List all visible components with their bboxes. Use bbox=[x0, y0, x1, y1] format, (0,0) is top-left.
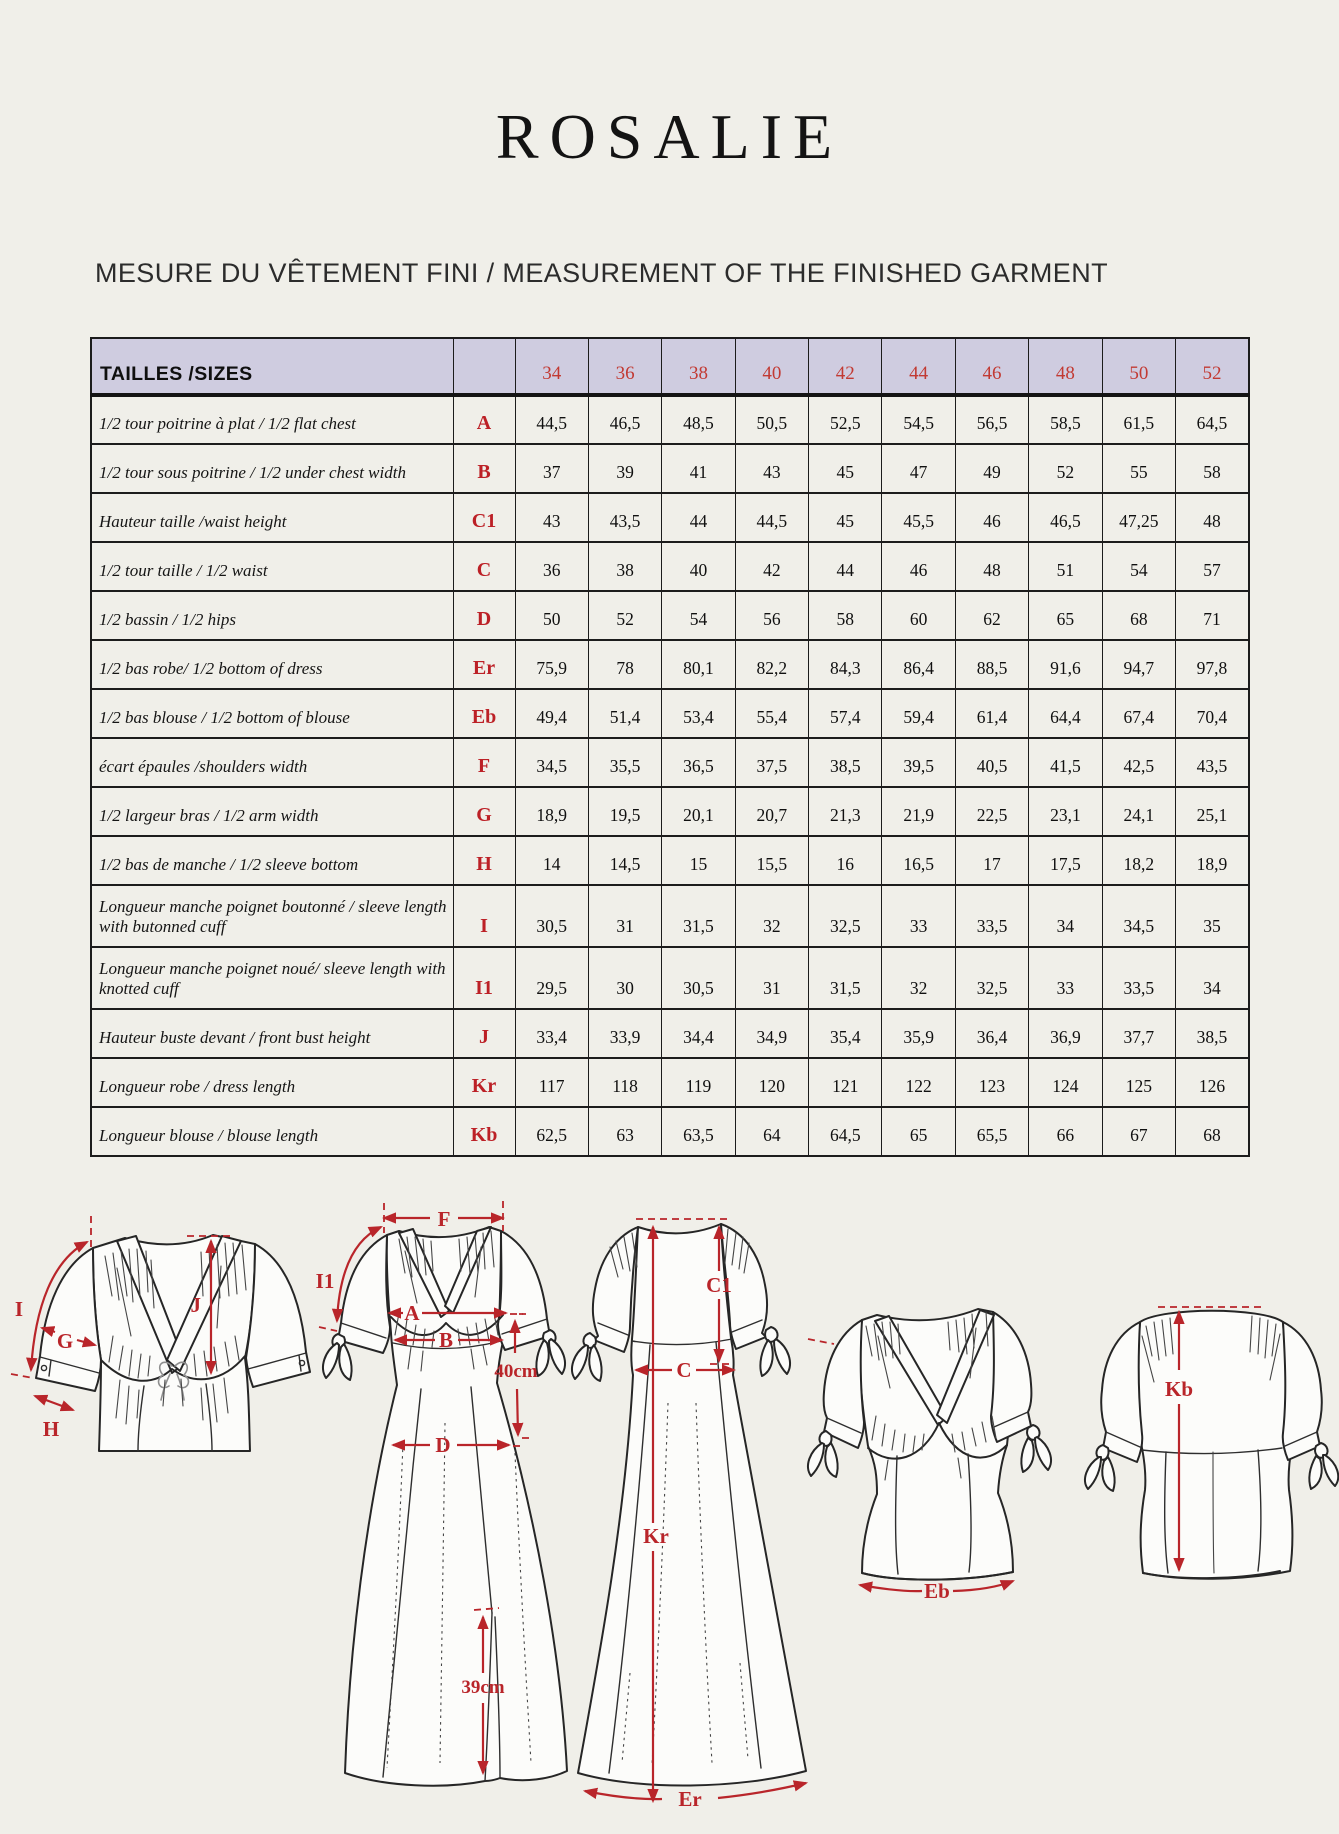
measurement-value: 34 bbox=[1176, 947, 1249, 1009]
measurement-value: 57 bbox=[1176, 542, 1249, 591]
measurement-value: 39 bbox=[588, 444, 661, 493]
measurement-value: 33,5 bbox=[955, 885, 1028, 947]
measurement-value: 57,4 bbox=[809, 689, 882, 738]
measurement-value: 62,5 bbox=[515, 1107, 588, 1156]
measurement-value: 65 bbox=[1029, 591, 1102, 640]
measurement-value: 123 bbox=[955, 1058, 1028, 1107]
measurement-value: 91,6 bbox=[1029, 640, 1102, 689]
measurement-value: 18,9 bbox=[1176, 836, 1249, 885]
measurement-value: 37 bbox=[515, 444, 588, 493]
measurement-row bbox=[91, 885, 1249, 947]
measurement-value: 63 bbox=[588, 1107, 661, 1156]
measurement-value: 20,7 bbox=[735, 787, 808, 836]
measurement-value: 34,5 bbox=[1102, 885, 1175, 947]
measurement-value: 32 bbox=[735, 885, 808, 947]
measurement-value: 36,5 bbox=[662, 738, 735, 787]
measurement-value: 117 bbox=[515, 1058, 588, 1107]
measurement-value: 51,4 bbox=[588, 689, 661, 738]
measurement-code: G bbox=[453, 787, 515, 836]
measurement-value: 63,5 bbox=[662, 1107, 735, 1156]
measurement-row bbox=[91, 836, 1249, 885]
measurement-value: 54 bbox=[1102, 542, 1175, 591]
measurement-value: 61,4 bbox=[955, 689, 1028, 738]
dim-label-B: B bbox=[438, 1328, 454, 1352]
measurement-value: 29,5 bbox=[515, 947, 588, 1009]
measurement-value: 122 bbox=[882, 1058, 955, 1107]
measurement-value: 64,5 bbox=[809, 1107, 882, 1156]
measurement-row bbox=[91, 493, 1249, 542]
measurement-value: 21,9 bbox=[882, 787, 955, 836]
dim-label-I1: I1 bbox=[315, 1269, 335, 1293]
measurement-row bbox=[91, 1107, 1249, 1156]
measurement-value: 47 bbox=[882, 444, 955, 493]
measurement-value: 31 bbox=[735, 947, 808, 1009]
measurement-row bbox=[91, 640, 1249, 689]
measurement-value: 80,1 bbox=[662, 640, 735, 689]
measurement-value: 44,5 bbox=[735, 493, 808, 542]
size-column-header: 36 bbox=[588, 338, 661, 395]
measurement-code: C bbox=[453, 542, 515, 591]
measurement-value: 31 bbox=[588, 885, 661, 947]
measurement-code: Eb bbox=[453, 689, 515, 738]
measurement-value: 64,4 bbox=[1029, 689, 1102, 738]
measurement-label: 1/2 largeur bras / 1/2 arm width bbox=[91, 787, 453, 836]
measurement-value: 50,5 bbox=[735, 395, 808, 444]
measurement-value: 60 bbox=[882, 591, 955, 640]
measurement-value: 41 bbox=[662, 444, 735, 493]
measurement-value: 24,1 bbox=[1102, 787, 1175, 836]
measurement-value: 43,5 bbox=[1176, 738, 1249, 787]
measurement-code: Kr bbox=[453, 1058, 515, 1107]
measurement-value: 39,5 bbox=[882, 738, 955, 787]
measurement-value: 34,9 bbox=[735, 1009, 808, 1058]
measurement-value: 32,5 bbox=[809, 885, 882, 947]
dim-label-D: D bbox=[435, 1433, 451, 1457]
measurement-value: 17,5 bbox=[1029, 836, 1102, 885]
size-column-header: 50 bbox=[1102, 338, 1175, 395]
measurement-row bbox=[91, 444, 1249, 493]
measurement-value: 36 bbox=[515, 542, 588, 591]
measurement-row bbox=[91, 395, 1249, 444]
measurement-value: 30,5 bbox=[662, 947, 735, 1009]
garment-lineart bbox=[572, 1224, 806, 1786]
measurement-value: 16 bbox=[809, 836, 882, 885]
measurement-value: 44 bbox=[809, 542, 882, 591]
page-subtitle: MESURE DU VÊTEMENT FINI / MEASUREMENT OF THE FINISHED GARMENT bbox=[95, 258, 1108, 288]
measurement-value: 84,3 bbox=[809, 640, 882, 689]
measurement-value: 19,5 bbox=[588, 787, 661, 836]
measurement-value: 126 bbox=[1176, 1058, 1249, 1107]
measurement-value: 97,8 bbox=[1176, 640, 1249, 689]
measurement-value: 42 bbox=[735, 542, 808, 591]
measurement-label: Longueur robe / dress length bbox=[91, 1058, 453, 1107]
measurement-value: 52,5 bbox=[809, 395, 882, 444]
measurement-row bbox=[91, 1009, 1249, 1058]
measurement-value: 58 bbox=[809, 591, 882, 640]
measurement-value: 67 bbox=[1102, 1107, 1175, 1156]
measurement-value: 62 bbox=[955, 591, 1028, 640]
dim-label-Kr: Kr bbox=[643, 1524, 669, 1548]
measurement-code: D bbox=[453, 591, 515, 640]
measurement-code: I1 bbox=[453, 947, 515, 1009]
measurement-value: 22,5 bbox=[955, 787, 1028, 836]
measurement-label: Longueur manche poignet noué/ sleeve length with knotted cuff bbox=[91, 947, 453, 1009]
measurement-value: 45 bbox=[809, 444, 882, 493]
measurement-row bbox=[91, 591, 1249, 640]
measurement-value: 21,3 bbox=[809, 787, 882, 836]
measurement-value: 14,5 bbox=[588, 836, 661, 885]
measurement-value: 30 bbox=[588, 947, 661, 1009]
measurement-value: 56,5 bbox=[955, 395, 1028, 444]
measurement-value: 38 bbox=[588, 542, 661, 591]
measurement-row bbox=[91, 542, 1249, 591]
measurement-value: 45,5 bbox=[882, 493, 955, 542]
measurement-code: B bbox=[453, 444, 515, 493]
measurement-value: 36,4 bbox=[955, 1009, 1028, 1058]
garment-lineart bbox=[36, 1235, 310, 1451]
page-title: ROSALIE bbox=[495, 101, 844, 172]
measurement-value: 14 bbox=[515, 836, 588, 885]
measurement-value: 65 bbox=[882, 1107, 955, 1156]
measurement-value: 33,9 bbox=[588, 1009, 661, 1058]
size-column-header: 42 bbox=[809, 338, 882, 395]
measurement-value: 42,5 bbox=[1102, 738, 1175, 787]
measurement-value: 51 bbox=[1029, 542, 1102, 591]
size-column-header: 34 bbox=[515, 338, 588, 395]
measurement-code: C1 bbox=[453, 493, 515, 542]
measurement-value: 48 bbox=[1176, 493, 1249, 542]
measurement-value: 35,9 bbox=[882, 1009, 955, 1058]
size-column-header: 46 bbox=[955, 338, 1028, 395]
measurement-value: 54,5 bbox=[882, 395, 955, 444]
measurement-value: 30,5 bbox=[515, 885, 588, 947]
measurement-value: 34 bbox=[1029, 885, 1102, 947]
dim-label-C: C bbox=[676, 1358, 692, 1382]
measurement-value: 37,5 bbox=[735, 738, 808, 787]
measurement-label: 1/2 tour sous poitrine / 1/2 under chest width bbox=[91, 444, 453, 493]
dim-label-C1: C1 bbox=[706, 1273, 732, 1297]
measurement-value: 68 bbox=[1102, 591, 1175, 640]
measurement-value: 67,4 bbox=[1102, 689, 1175, 738]
measurement-label: 1/2 bas blouse / 1/2 bottom of blouse bbox=[91, 689, 453, 738]
measurement-value: 49 bbox=[955, 444, 1028, 493]
measurement-value: 31,5 bbox=[809, 947, 882, 1009]
measurement-value: 46,5 bbox=[1029, 493, 1102, 542]
dim-label-G: G bbox=[56, 1329, 74, 1353]
measurement-value: 78 bbox=[588, 640, 661, 689]
measurement-value: 121 bbox=[809, 1058, 882, 1107]
measurement-value: 82,2 bbox=[735, 640, 808, 689]
measurement-code: Er bbox=[453, 640, 515, 689]
measurement-value: 45 bbox=[809, 493, 882, 542]
measurement-value: 124 bbox=[1029, 1058, 1102, 1107]
measurement-value: 38,5 bbox=[809, 738, 882, 787]
size-column-header: 44 bbox=[882, 338, 955, 395]
measurement-value: 31,5 bbox=[662, 885, 735, 947]
measurement-value: 52 bbox=[588, 591, 661, 640]
measurement-value: 35,5 bbox=[588, 738, 661, 787]
measurement-value: 48,5 bbox=[662, 395, 735, 444]
dim-label-Kb: Kb bbox=[1164, 1377, 1194, 1401]
measurement-label: 1/2 tour poitrine à plat / 1/2 flat chest bbox=[91, 395, 453, 444]
size-column-header: 38 bbox=[662, 338, 735, 395]
table-header-row bbox=[91, 338, 1249, 395]
measurement-value: 52 bbox=[1029, 444, 1102, 493]
measurement-value: 15,5 bbox=[735, 836, 808, 885]
measurement-value: 40 bbox=[662, 542, 735, 591]
measurement-value: 125 bbox=[1102, 1058, 1175, 1107]
measurement-value: 40,5 bbox=[955, 738, 1028, 787]
measurement-value: 46 bbox=[882, 542, 955, 591]
measurement-value: 71 bbox=[1176, 591, 1249, 640]
measurement-value: 46 bbox=[955, 493, 1028, 542]
measurement-value: 34,4 bbox=[662, 1009, 735, 1058]
measurement-value: 18,9 bbox=[515, 787, 588, 836]
measurement-label: écart épaules /shoulders width bbox=[91, 738, 453, 787]
figure-blouse-front bbox=[800, 1292, 1080, 1607]
dim-label-A: A bbox=[404, 1301, 420, 1325]
garment-lineart bbox=[808, 1309, 1051, 1580]
measurement-value: 94,7 bbox=[1102, 640, 1175, 689]
measurement-value: 16,5 bbox=[882, 836, 955, 885]
measurement-value: 44,5 bbox=[515, 395, 588, 444]
measurement-value: 17 bbox=[955, 836, 1028, 885]
size-column-header: 48 bbox=[1029, 338, 1102, 395]
measurement-value: 64,5 bbox=[1176, 395, 1249, 444]
measurement-value: 15 bbox=[662, 836, 735, 885]
measurement-row bbox=[91, 689, 1249, 738]
table-body bbox=[91, 395, 1249, 1156]
measurement-label: Longueur manche poignet boutonné / sleeve length with butonned cuff bbox=[91, 885, 453, 947]
measurement-row bbox=[91, 787, 1249, 836]
measurement-label: 1/2 bas de manche / 1/2 sleeve bottom bbox=[91, 836, 453, 885]
measurement-row bbox=[91, 738, 1249, 787]
measurement-value: 66 bbox=[1029, 1107, 1102, 1156]
measurement-value: 70,4 bbox=[1176, 689, 1249, 738]
measurement-value: 41,5 bbox=[1029, 738, 1102, 787]
measurement-value: 32 bbox=[882, 947, 955, 1009]
measurement-value: 36,9 bbox=[1029, 1009, 1102, 1058]
measurement-value: 43 bbox=[735, 444, 808, 493]
measurement-label: 1/2 bassin / 1/2 hips bbox=[91, 591, 453, 640]
measurement-label: 1/2 tour taille / 1/2 waist bbox=[91, 542, 453, 591]
measurement-value: 61,5 bbox=[1102, 395, 1175, 444]
measurement-value: 119 bbox=[662, 1058, 735, 1107]
measurement-value: 58,5 bbox=[1029, 395, 1102, 444]
measurement-code: Kb bbox=[453, 1107, 515, 1156]
dim-label-40cm: 40cm bbox=[494, 1361, 538, 1382]
measurement-value: 34,5 bbox=[515, 738, 588, 787]
measurement-value: 120 bbox=[735, 1058, 808, 1107]
sizes-header-label: TAILLES /SIZES bbox=[91, 338, 453, 395]
measurement-value: 35,4 bbox=[809, 1009, 882, 1058]
measurement-value: 55,4 bbox=[735, 689, 808, 738]
measurement-value: 118 bbox=[588, 1058, 661, 1107]
dim-label-H: H bbox=[42, 1417, 60, 1441]
measurement-value: 32,5 bbox=[955, 947, 1028, 1009]
measurement-table bbox=[90, 337, 1250, 1157]
measurement-label: 1/2 bas robe/ 1/2 bottom of dress bbox=[91, 640, 453, 689]
measurement-code: J bbox=[453, 1009, 515, 1058]
measurement-value: 50 bbox=[515, 591, 588, 640]
dim-label-Er: Er bbox=[678, 1787, 702, 1811]
measurement-value: 33 bbox=[1029, 947, 1102, 1009]
measurement-label: Hauteur buste devant / front bust height bbox=[91, 1009, 453, 1058]
measurement-value: 55 bbox=[1102, 444, 1175, 493]
measurement-value: 65,5 bbox=[955, 1107, 1028, 1156]
measurement-value: 33,4 bbox=[515, 1009, 588, 1058]
measurement-value: 43,5 bbox=[588, 493, 661, 542]
measurement-value: 56 bbox=[735, 591, 808, 640]
measurement-value: 88,5 bbox=[955, 640, 1028, 689]
measurement-value: 48 bbox=[955, 542, 1028, 591]
measurement-value: 49,4 bbox=[515, 689, 588, 738]
garment-lineart bbox=[1085, 1311, 1338, 1579]
measurement-value: 35 bbox=[1176, 885, 1249, 947]
measurement-value: 33,5 bbox=[1102, 947, 1175, 1009]
figure-blouse-front-cropped bbox=[5, 1208, 335, 1453]
measurement-code: F bbox=[453, 738, 515, 787]
measurement-value: 54 bbox=[662, 591, 735, 640]
measurement-row bbox=[91, 1058, 1249, 1107]
measurement-value: 64 bbox=[735, 1107, 808, 1156]
dim-label-F: F bbox=[437, 1207, 451, 1231]
measurement-value: 53,4 bbox=[662, 689, 735, 738]
measurement-value: 46,5 bbox=[588, 395, 661, 444]
size-column-header: 52 bbox=[1176, 338, 1249, 395]
measurement-value: 68 bbox=[1176, 1107, 1249, 1156]
measurement-value: 44 bbox=[662, 493, 735, 542]
measurement-value: 59,4 bbox=[882, 689, 955, 738]
dim-label-J: J bbox=[190, 1293, 201, 1317]
measurement-value: 47,25 bbox=[1102, 493, 1175, 542]
measurement-value: 23,1 bbox=[1029, 787, 1102, 836]
measurement-value: 86,4 bbox=[882, 640, 955, 689]
dim-label-I: I bbox=[14, 1297, 24, 1321]
dim-label-Eb: Eb bbox=[924, 1579, 950, 1603]
code-header-cell bbox=[453, 338, 515, 395]
figure-dress-back bbox=[490, 1193, 820, 1834]
measurement-code: A bbox=[453, 395, 515, 444]
measurement-label: Longueur blouse / blouse length bbox=[91, 1107, 453, 1156]
figure-blouse-back bbox=[1062, 1290, 1339, 1590]
measurement-value: 18,2 bbox=[1102, 836, 1175, 885]
measurement-label: Hauteur taille /waist height bbox=[91, 493, 453, 542]
measurement-value: 33 bbox=[882, 885, 955, 947]
measurement-value: 58 bbox=[1176, 444, 1249, 493]
measurement-value: 75,9 bbox=[515, 640, 588, 689]
measurement-code: H bbox=[453, 836, 515, 885]
measurement-value: 38,5 bbox=[1176, 1009, 1249, 1058]
measurement-value: 43 bbox=[515, 493, 588, 542]
measurement-value: 37,7 bbox=[1102, 1009, 1175, 1058]
dim-label-39cm: 39cm bbox=[461, 1677, 505, 1698]
measurement-value: 20,1 bbox=[662, 787, 735, 836]
measurement-value: 25,1 bbox=[1176, 787, 1249, 836]
size-column-header: 40 bbox=[735, 338, 808, 395]
measurement-row bbox=[91, 947, 1249, 1009]
measurement-code: I bbox=[453, 885, 515, 947]
